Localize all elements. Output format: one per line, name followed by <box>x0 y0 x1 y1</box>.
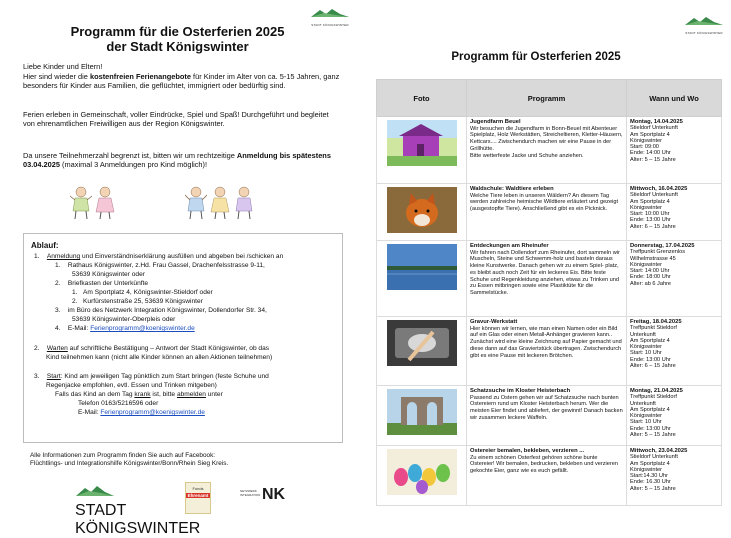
photo-cell <box>377 386 467 446</box>
step-1a-num: 1. <box>55 262 61 269</box>
paragraph-3 <box>23 151 341 169</box>
fox-photo <box>387 187 457 233</box>
paragraph-2: Ferien erleben in Gemeinschaft, voller Eindrücke, Spiel und Spaß! Durchgeführt und begleitet von ehrenamtlichen Freiwilligen aus der Region Königswinter. <box>23 110 329 129</box>
sick-pre: Falls das Kind an dem Tag <box>55 391 135 398</box>
kid-1-icon <box>70 185 92 221</box>
step-1d <box>55 325 195 333</box>
when-date: Donnerstag, 17.04.2025 <box>630 243 695 249</box>
step-2-keyword: Warten <box>46 345 68 352</box>
step-1b-text: Briefkasten der Unterkünfte <box>67 280 149 287</box>
when-date: Freitag, 18.04.2025 <box>630 319 682 325</box>
title-line-2: der Stadt Königswinter <box>106 39 249 54</box>
step-1-keyword: Anmeldung <box>46 253 81 260</box>
step-1b1-num: 1. <box>72 289 78 296</box>
para3-post: (maximal 3 Anmeldungen pro Kind möglich)! <box>60 160 208 170</box>
photo-cell <box>377 117 467 184</box>
photo-cell <box>377 241 467 317</box>
table-row <box>377 317 722 386</box>
sponsor-city-text: STADT KÖNIGSWINTER <box>75 502 201 537</box>
program-table <box>376 79 722 506</box>
right-logo-text: STADT KÖNIGSWINTER <box>685 31 723 35</box>
footer-info <box>30 452 350 469</box>
step-1b2 <box>72 298 203 306</box>
table-row <box>377 184 722 241</box>
intro-post: für Kinder im Alter von ca. 5-15 Jahren, ganz besonders für Kinder aus Familien, die geflüchtet, immigriert oder bedürftig sind. <box>23 72 340 91</box>
step-1a-text: Rathaus Königswinter, z.Hd. Frau Gassel, Drachenfelsstrasse 9-11, <box>67 262 265 269</box>
step-3-num: 3. <box>34 373 40 380</box>
step-1d-num: 4. <box>55 325 61 332</box>
when-cell <box>627 317 722 386</box>
step-3-cont: Regenjacke empfohlen, evtl. Essen und Trinken mitgeben) <box>46 382 217 389</box>
header-wann-wo: Wann und Wo <box>627 80 722 117</box>
program-desc: Hier können wir lernen, wie man einen Namen oder ein Bild auf ein Glas oder einen Metall-Anhänger gravieren kann.. Zunächst wird eine kleine Zeichnung auf Papier gemacht und diese dann auf das Graviertstück übertragen. Zwischendurch gibt es eine Pause mit leckeren Brötchen. <box>470 325 622 359</box>
sponsor-netzwerk-text: NETZWERK INTEGRATION <box>240 489 261 497</box>
program-cell <box>467 446 627 506</box>
step-3-sick <box>55 391 223 399</box>
engraving-photo <box>387 320 457 366</box>
para3-bold: Anmeldung bis spätestens 03.04.2025 <box>23 151 331 170</box>
intro-paragraph <box>23 72 341 90</box>
when-place: Stieldorf Unterkunft Am Sportplatz 4 Königswinter Start: 09:00 Ende: 14:00 Uhr Alter: 5 – 15 Jahre <box>630 125 678 163</box>
header-foto: Foto <box>377 80 467 117</box>
right-city-logo <box>684 13 724 35</box>
sponsor-nk-logo: NK <box>262 486 286 503</box>
step-1c-cont: 53639 Königswinter-Oberpleis oder <box>72 316 176 323</box>
page-title <box>20 24 335 54</box>
table-row <box>377 446 722 506</box>
when-place: Treffpunkt Stieldorf Unterkunft Am Sportplatz 4 Königswinter Start: 10 Uhr Ende: 13:00 Uhr Alter: 6 – 15 Jahre <box>630 325 677 370</box>
ablauf-heading: Ablauf: <box>31 241 59 250</box>
right-title: Programm für Osterferien 2025 <box>451 51 621 63</box>
email-link-1[interactable]: Ferienprogramm@koenigswinter.de <box>90 325 195 332</box>
when-cell <box>627 446 722 506</box>
email-link-2[interactable]: Ferienprogramm@koenigswinter.de <box>100 409 205 416</box>
when-date: Mittwoch, 16.04.2025 <box>630 186 688 192</box>
sick-mid: ist, bitte <box>150 391 177 398</box>
easter-eggs-photo <box>387 449 457 495</box>
step-2-text: auf schriftliche Bestätigung – Antwort der Stadt Königswinter, ob das <box>67 345 270 352</box>
step-1-text: und Einverständniserklärung ausfüllen und abgeben bei /schicken an <box>80 253 284 260</box>
photo-cell <box>377 184 467 241</box>
step-3 <box>34 373 269 381</box>
when-cell <box>627 184 722 241</box>
footer-line-2: Flüchtlings- und Integrationshilfe Königswinter/Bonn/Rhein Sieg Kreis. <box>30 460 229 468</box>
sponsor-mountain-icon <box>75 485 115 497</box>
right-page <box>366 0 731 517</box>
program-desc: Welche Tiere leben in unseren Wäldern? An diesem Tag werden zahlreiche heimische Wildtiere erläutert und gezeigt (ausgestopfte Tiere). Anschließend gibt es ein Picknick. <box>470 192 618 213</box>
para3-pre: Da unsere Teilnehmerzahl begrenzt ist, bitten wir um rechtzeitige <box>23 151 237 160</box>
when-place: Treffpunkt Stieldorf Unterkunft Am Sportplatz 4 Königswinter Start: 10 Uhr Ende: 13:00 Uhr Alter: 5 – 15 Jahre <box>630 394 677 439</box>
mountain-logo-icon <box>310 8 350 18</box>
step-1c <box>55 307 267 315</box>
program-title: Entdeckungen am Rheinufer <box>470 243 549 249</box>
program-cell <box>467 241 627 317</box>
step-1d-label: E-Mail: <box>67 325 91 332</box>
program-title: Schatzsuche im Kloster Heisterbach <box>470 388 571 394</box>
kid-3-icon <box>185 185 207 221</box>
when-place: Stieldorf Unterkunft Am Sportplatz 4 Königswinter Start:14.30 Uhr Ende: 16.30 Uhr Alter: 5 – 15 Jahre <box>630 454 678 492</box>
program-cell <box>467 317 627 386</box>
program-title: Gravur-Werkstatt <box>470 319 518 325</box>
photo-cell <box>377 446 467 506</box>
sponsor-ehrenamt-logo <box>185 482 211 514</box>
photo-cell <box>377 317 467 386</box>
step-1-num: 1. <box>34 253 40 260</box>
abmelden-word: abmelden <box>176 391 206 398</box>
kid-2-icon <box>94 185 116 221</box>
step-1b <box>55 280 148 288</box>
ruin-photo <box>387 389 457 435</box>
intro-pre: Hier sind wieder die <box>23 72 90 81</box>
right-mountain-logo-icon <box>684 16 724 26</box>
lake-photo <box>387 244 457 290</box>
program-desc: Passend zu Ostern gehen wir auf Schatzsuche nach bunten Ostereiern rund um Kloster Heisterbach herum. Wer die meisten Eier findet und abliefert, der gewinnt! Danach backen wir zusammen leckere Waffeln. <box>470 394 623 421</box>
phone-line: Telefon 0163/5216596 oder <box>78 400 159 407</box>
header-programm: Programm <box>467 80 627 117</box>
logo-text: STADT KÖNIGSWINTER <box>311 23 349 27</box>
intro-bold: kostenfreien Ferienangebote <box>89 72 191 81</box>
program-cell <box>467 386 627 446</box>
when-cell <box>627 241 722 317</box>
program-cell <box>467 117 627 184</box>
table-header-row <box>377 80 722 117</box>
step-1b-num: 2. <box>55 280 61 287</box>
footer-line-1: Alle Informationen zum Programm finden Sie auch auf Facebook: <box>30 452 216 459</box>
sponsor-fonds-text: Fonds <box>192 486 204 491</box>
step-3-keyword: Start <box>46 373 61 380</box>
step-1a <box>55 262 265 270</box>
program-cell <box>467 184 627 241</box>
table-row <box>377 117 722 184</box>
when-date: Mittwoch, 23.04.2025 <box>630 448 688 454</box>
step-1b1 <box>72 289 213 297</box>
program-title: Jugendfarm Beuel <box>470 119 521 125</box>
step-3-text: : Kind am jeweiligen Tag pünktlich zum Start bringen (feste Schuhe und <box>60 373 269 380</box>
greeting: Liebe Kinder und Eltern! <box>23 62 103 71</box>
program-desc: Wir besuchen die Jugendfarm in Bonn-Beuel mit Abenteuer Spielplatz, Holz Werkstätten, Streicheltieren, Kletter-Häusern, Kettcars.... Zwischendurch machen wir eine Pause in der Grillhütte. Bitte wetterfeste Jacke und Schuhe anziehen. <box>470 125 623 159</box>
step-2 <box>34 345 269 353</box>
kid-4-icon <box>209 185 231 221</box>
kid-5-icon <box>233 185 255 221</box>
title-line-1: Programm für die Osterferien 2025 <box>70 24 285 39</box>
when-date: Montag, 21.04.2025 <box>630 388 683 394</box>
program-title: Ostereier bemalen, bekleben, verzieren ... <box>470 448 585 454</box>
left-page <box>0 0 355 537</box>
email-line <box>78 409 205 417</box>
ablauf-box <box>23 233 343 443</box>
email-label: E-Mail: <box>78 409 101 416</box>
table-row <box>377 386 722 446</box>
program-desc: Wir fahren nach Dollendorf zum Rheinufer, dort sammeln wir Muscheln, Steine und Schwemm-holz und basteln daraus kleine Kunstwerke. Danach gehen wir zu einem Spiel- platz, es bleibt auch noch Zeit für ein leckeres Eis. Bitte feste Schuhe und Regenkleidung anziehen, etwas zu Trinken und zu Essen mitbringen sowie eine Plastiktüte für die Sammelstücke. <box>470 249 620 296</box>
step-1 <box>34 253 283 261</box>
step-1c-num: 3. <box>55 307 61 314</box>
sponsor-netzwerk-logo <box>240 490 262 497</box>
program-title: Waldschule: Waldtiere erleben <box>470 186 554 192</box>
sick-post: unter <box>205 391 223 398</box>
program-desc: Zu einem schönen Osterfest gehören schöne bunte Ostereier! Wir bemalen, bedrucken, bekleben und verzieren gekochte Eier, ganz wie es euch gefällt. <box>470 454 618 475</box>
step-1a-cont: 53639 Königswinter oder <box>72 271 145 278</box>
purple-house-photo <box>387 120 457 166</box>
step-2-cont: Kind teilnehmen kann (nicht alle Kinder können an allen Aktionen teilnehmen) <box>46 354 273 361</box>
step-1b2-text: Kurfürstenstraße 25, 53639 Königswinter <box>83 298 203 305</box>
when-place: Treffpunkt Grenzenlos Wilhelmstrasse 45 Königswinter Start: 14:00 Uhr Ende: 18:00 Uhr Alter: ab 6 Jahre <box>630 249 686 287</box>
when-place: Stieldorf Unterkunft Am Sportplatz 4 Königswinter Start: 10:00 Uhr Ende: 13:00 Uhr Alter: 6 – 15 Jahre <box>630 192 678 230</box>
step-1b2-num: 2. <box>72 298 78 305</box>
step-1c-text: im Büro des Netzwerk Integration Königswinter, Dollendorfer Str. 34, <box>67 307 267 314</box>
table-row <box>377 241 722 317</box>
step-1b1-text: Am Sportplatz 4, Königswinter-Stieldorf oder <box>83 289 213 296</box>
step-2-num: 2. <box>34 345 40 352</box>
sick-word: krank <box>134 391 151 398</box>
when-cell <box>627 386 722 446</box>
when-date: Montag, 14.04.2025 <box>630 119 683 125</box>
when-cell <box>627 117 722 184</box>
sponsor-ehrenamt-text: Ehrenamt <box>187 493 209 498</box>
